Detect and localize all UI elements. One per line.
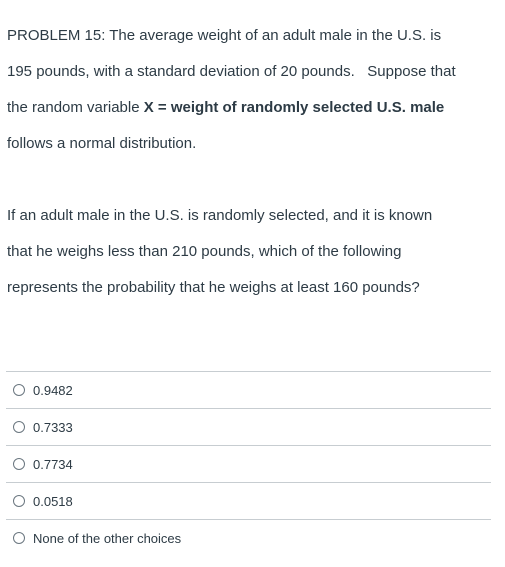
- paragraph-gap: [7, 162, 499, 198]
- random-variable-definition: X = weight of randomly selected U.S. male: [143, 99, 445, 116]
- answer-option-3[interactable]: [6, 445, 491, 482]
- radio-button[interactable]: [13, 384, 25, 396]
- answer-label: 0.0518: [33, 493, 73, 509]
- answer-list: [6, 371, 491, 556]
- question-line: follows a normal distribution.: [7, 135, 197, 152]
- question-line: represents the probability that he weighs at least 160 pounds?: [7, 279, 420, 296]
- question-line: the random variable: [7, 99, 144, 116]
- question-paragraph-1: [7, 18, 499, 162]
- answer-option-1[interactable]: [6, 371, 491, 408]
- answer-label: None of the other choices: [33, 530, 182, 546]
- radio-button[interactable]: [13, 421, 25, 433]
- radio-button[interactable]: [13, 458, 25, 470]
- answer-label: 0.9482: [33, 382, 73, 398]
- question-text: [7, 18, 499, 306]
- question-line: If an adult male in the U.S. is randomly selected, and it is known: [7, 207, 433, 224]
- answer-label: 0.7333: [33, 419, 73, 435]
- answer-option-4[interactable]: [6, 482, 491, 519]
- radio-button[interactable]: [13, 532, 25, 544]
- answer-option-5[interactable]: [6, 519, 491, 556]
- answer-option-2[interactable]: [6, 408, 491, 445]
- question-line: that he weighs less than 210 pounds, which of the following: [7, 243, 402, 260]
- question-line: 195 pounds, with a standard deviation of 20 pounds. Suppose that: [7, 63, 456, 80]
- question-line: PROBLEM 15: The average weight of an adult male in the U.S. is: [7, 27, 442, 44]
- answer-label: 0.7734: [33, 456, 73, 472]
- question-paragraph-2: [7, 198, 499, 306]
- radio-button[interactable]: [13, 495, 25, 507]
